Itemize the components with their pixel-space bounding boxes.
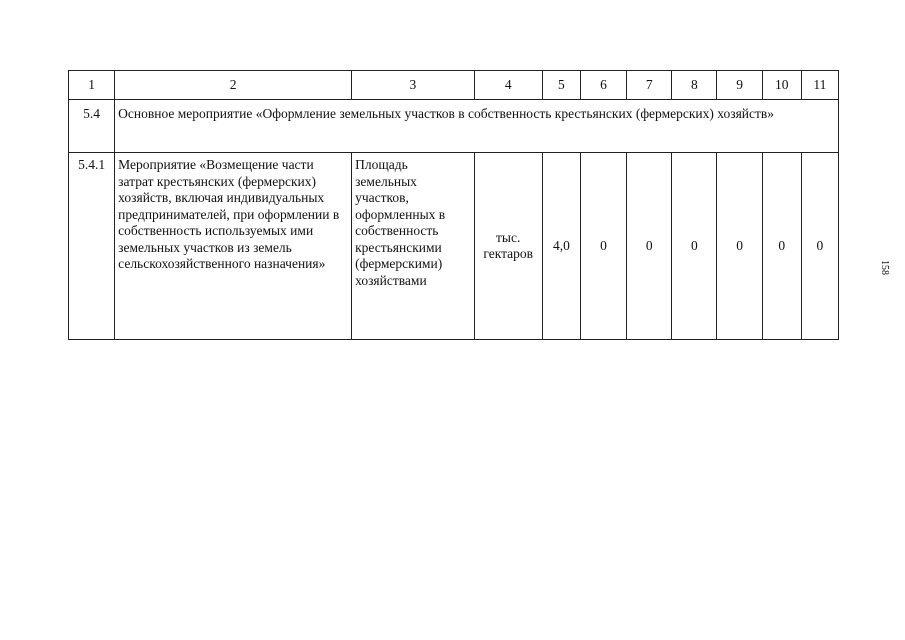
header-cell: 8 — [672, 71, 717, 100]
header-cell: 7 — [627, 71, 672, 100]
program-table — [68, 70, 839, 340]
item-row — [69, 153, 839, 340]
header-cell: 3 — [352, 71, 474, 100]
item-name: Мероприятие «Возмещение части затрат крестьянских (фермерских) хозяйств, включая индивидуальных предпринимателей, при оформлении в собственность используемых ими земельных участков из земель сельскохозяйственного назначения» — [115, 153, 352, 340]
value-cell: 0 — [717, 153, 762, 340]
header-cell: 10 — [762, 71, 801, 100]
value-cell: 0 — [627, 153, 672, 340]
section-row — [69, 100, 839, 153]
section-title: Основное мероприятие «Оформление земельных участков в собственность крестьянских (фермерских) хозяйств» — [115, 100, 839, 153]
header-row — [69, 71, 839, 100]
header-cell: 9 — [717, 71, 762, 100]
item-number: 5.4.1 — [69, 153, 115, 340]
value-cell: 0 — [801, 153, 838, 340]
page-number: 158 — [879, 260, 890, 275]
value-cell: 4,0 — [542, 153, 580, 340]
section-number: 5.4 — [69, 100, 115, 153]
header-cell: 2 — [115, 71, 352, 100]
header-cell: 1 — [69, 71, 115, 100]
header-cell: 11 — [801, 71, 838, 100]
item-indicator: Площадь земельных участков, оформленных в собственность крестьянскими (фермерскими) хозяйствами — [352, 153, 474, 340]
value-cell: 0 — [672, 153, 717, 340]
value-cell: 0 — [580, 153, 626, 340]
header-cell: 5 — [542, 71, 580, 100]
header-cell: 4 — [474, 71, 542, 100]
header-cell: 6 — [580, 71, 626, 100]
item-unit: тыс. гектаров — [474, 153, 542, 340]
value-cell: 0 — [762, 153, 801, 340]
